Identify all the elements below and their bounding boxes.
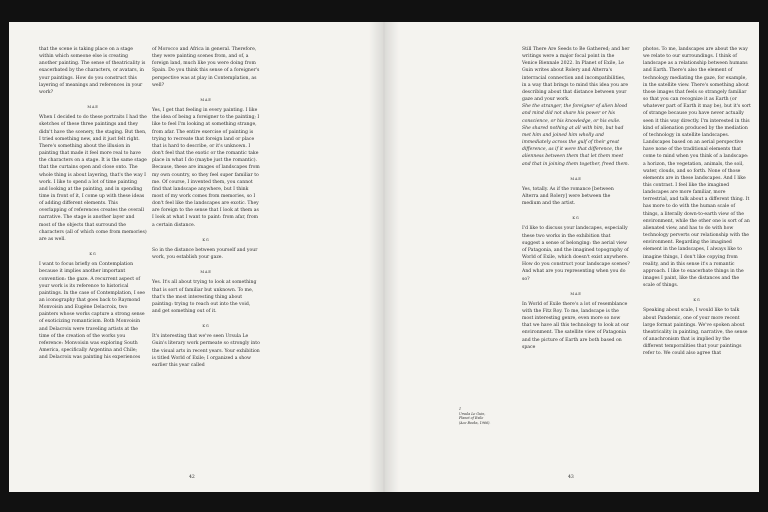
- paragraph: When I decided to do these portraits I had the sketches of these three paintings and they didn't have the scenery, the staging. But then, I tried something new, and it just felt right. There's something about the illusion in painting that made it feel more real to have the characters on a stage. It is the same stage that the curtains open and close onto. The whole thing is about layering, that's the way I work. I like to spend a lot of time painting and looking at the painting, and in spending time in front of it, I come up with these ideas of adding different elements. This overlapping of references creates the overall narrative. The stage is another layer and most of the objects that surround the characters (all of which come from memories) are as well.: [39, 115, 147, 242]
- speaker-label: MAE: [200, 270, 212, 275]
- speaker-label: KG: [202, 237, 210, 242]
- footnote-line: Planet of Exile: [459, 416, 484, 421]
- speaker-label: MAE: [570, 291, 582, 296]
- paragraph: I'd like to discuss your landscapes, especially these two works in the exhibition that suggest a sense of belonging: the aerial view of Patagonia, and the imagined topography of World of Exile, which doesn't exist anywhere. How do you construct your landscape scenes? And what are you representing when you do so?: [522, 226, 630, 282]
- paragraph: It's interesting that we've seen Ursula Le Guin's literary work permeate so strongly into the visual arts in recent years. Your exhibition is titled World of Exile; I organized a show earlier this year called: [152, 334, 260, 368]
- page-number-right: 43: [568, 475, 574, 480]
- paragraph: that the scene is taking place on a stage within which someone else is creating another painting. The sense of theatricality is exacerbated by the characters, or avatars, in your paintings. How do you construct this layering of meanings and references in your work?: [39, 47, 146, 95]
- paragraph: Speaking about scale, I would like to talk about Pandemic, one of your more recent large format paintings. We've spoken about theatricality in painting, narrative, the sense of anachronism that is implied by the different temporalities that your paintings refer to. We could also agree that: [643, 308, 748, 357]
- left-page-column-2: [152, 46, 260, 369]
- right-page-column-2: [643, 46, 751, 358]
- paragraph: Yes, totally. As if the romance [between Alterra and Rolery] were between the medium and the artist.: [522, 186, 614, 207]
- paragraph: of Morocco and Africa in general. Therefore, they were painting scenes from, and of, a foreign land, much like you were doing from Spain. Do you think this sense of a foreigner's perspective was at play in Contemplation, as well?: [152, 47, 260, 88]
- speaker-label: KG: [202, 324, 210, 329]
- speaker-label: KG: [693, 298, 701, 303]
- speaker-label: MAE: [200, 97, 212, 102]
- book-gutter-shadow: [369, 22, 399, 492]
- paragraph: Still There Are Seeds to Be Gathered; and her writings were a major focal point in the Venice Biennale 2022. In Planet of Exile, Le Guin writes about Rolery and Alterra's interracial connection and incompatibilities, in a way that brings to mind this idea you are describing about that distance between your gaze and your work.: [522, 47, 630, 103]
- left-page: [9, 22, 384, 492]
- right-page-column-1: [522, 46, 630, 351]
- footnote-caption: [459, 407, 509, 425]
- paragraph: I want to focus briefly on Contemplation because it implies another important convention: the gaze. A recurrent aspect of your work is its reference to historical paintings. In the case of Contemplation, I see an iconography that goes back to Raymond Monvoisin and Eugène Delacroix, two painters whose works capture a strong sense of exoticizing romanticism. Both Monvoisin and Delacroix were traveling artists at the time of the creation of the works you reference: Monvoisin was exploring South America, specifically Argentina and Chile; and Delacroix was painting his experiences: [39, 262, 145, 361]
- paragraph: photos. To me, landscapes are about the way we relate to our surroundings. I think of landscape as a relationship between humans and Earth. There's also the element of technology mediating the gaze, for example, in the satellite view. There's something about those images that feels so strangely familiar so that you can recognize it as Earth (or whatever part of Earth it may be), but it's sort of strange because you have never actually seen it this way directly. I'm interested in this kind of alienation produced by the mediation of technology in satellite landscapes. Landscapes based on an aerial perspective have none of the traditional elements that come to mind when you think of a landscape: a horizon, the vegetation, animals, the soil, water, clouds, and so forth. None of those elements are in these landscapes. And I like this contrast. I feel like the imagined landscapes are more familiar, more terrestrial, and talk about a different thing. It has more to do with the human scale of things, a literally down-to-earth view of the environment, while the other one is sort of an alienated view, and has to do with how technology perverts our relationship with the environment. Regarding the imagined element in the landscapes, I always like to imagine things, I don't like copying from reality, and in this sense it's a romantic approach. I like to exacerbate things in the images I paint, like the distances and the scale of things.: [643, 47, 751, 289]
- speaker-label: KG: [89, 252, 97, 257]
- speaker-label: MAE: [87, 105, 99, 110]
- speaker-label: KG: [572, 216, 580, 221]
- footnote-number: 1: [459, 407, 462, 411]
- page-number-left: 42: [189, 475, 195, 480]
- left-page-column-1: [39, 46, 147, 361]
- paragraph: Yes. It's all about trying to look at something that is sort of familiar but unknown. To me, that's the most interesting thing about painting: trying to reach out into the void, and get something out of it.: [152, 280, 257, 314]
- speaker-label: MAE: [570, 176, 582, 181]
- footnote-line: Ursula Le Guin,: [459, 411, 486, 416]
- paragraph: So in the distance between yourself and your work, you establish your gaze.: [152, 247, 258, 261]
- book-spread: [9, 22, 759, 492]
- paragraph: In World of Exile there's a lot of resemblance with the Fitz Roy. To me, landscape is the most interesting genre, even more so now that we have all this technology to look at our environment. The satellite view of Patagonia and the picture of Earth are both based on space: [522, 301, 629, 350]
- block-quote: She the stranger, the foreigner of alien blood and mind did not share his power or his conscience, or his knowledge, or his exile. She shared nothing at all with him, but had met him and joined him wholly and immediately across the gulf of their great difference, as if it were that difference, the alienness between them that let them meet and that in joining them together, freed them.: [522, 104, 630, 167]
- footnote-line: (Ace Books, 1966).: [459, 420, 491, 425]
- right-page: [384, 22, 759, 492]
- paragraph: Yes, I get that feeling in every painting. I like the idea of being a foreigner to the painting; I like to feel I'm looking at something strange, from afar. The entire exercise of painting is trying to recreate that foreign land or place that is hard to describe, or it's unknown. I don't feel that the exotic or the romantic take place in what I do (maybe just the romantic). Because, these are images of landscapes from my own country, so they feel super familiar to me. Of course, I invented them, you cannot find that landscape anywhere, but I think most of my work comes from memories, so I don't feel like the landscapes are exotic. They are foreign to the sense that I look at them as I look at what I want to paint: from afar, from a certain distance.: [152, 108, 260, 228]
